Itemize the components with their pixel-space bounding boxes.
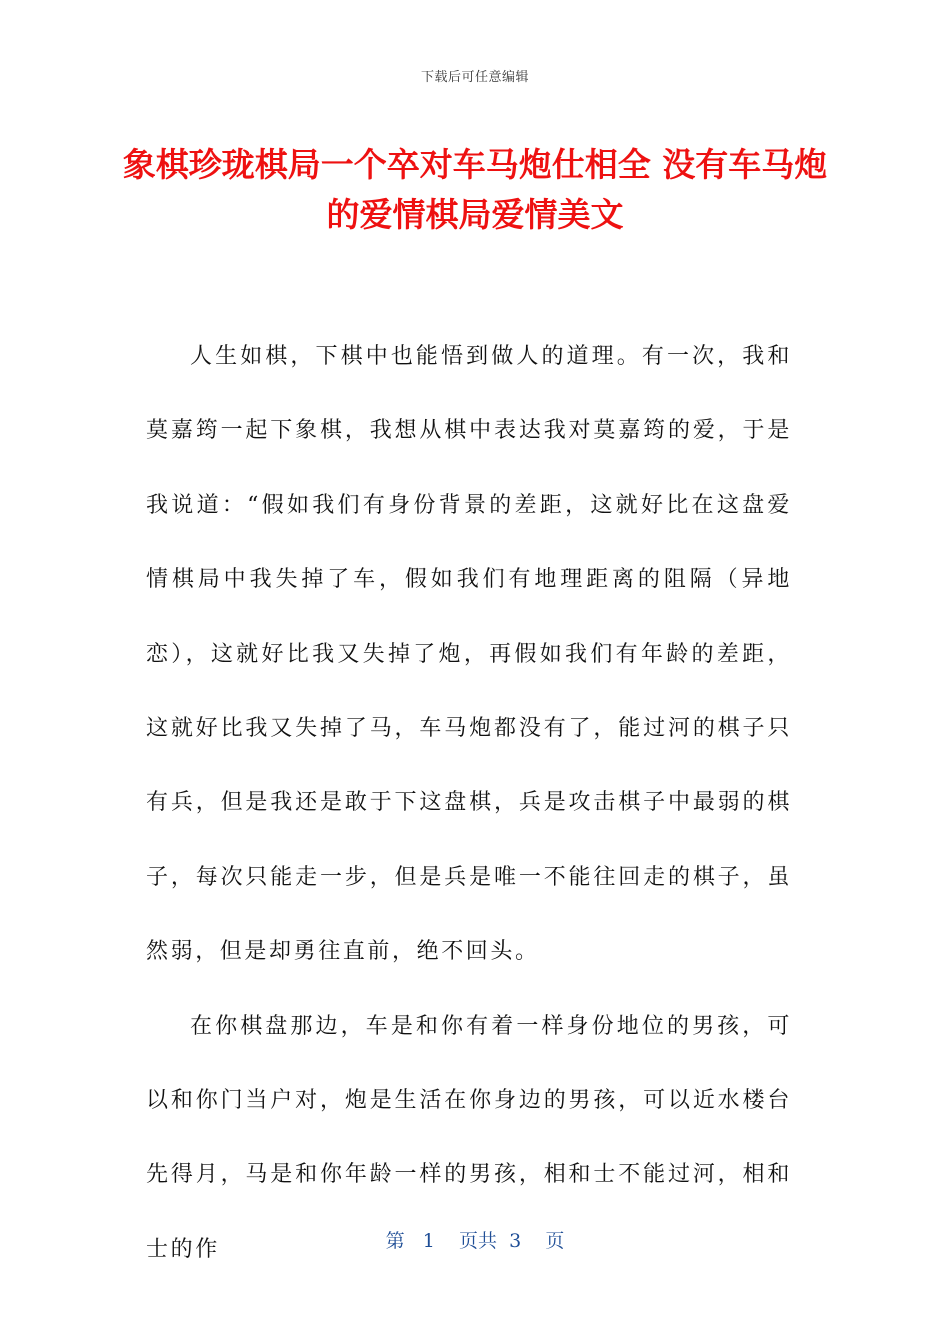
header-note: 下载后可任意编辑 — [420, 70, 529, 85]
page-total: 3 — [509, 1230, 522, 1252]
page-label-prefix: 第 — [385, 1230, 405, 1252]
paragraph-1: 人生如棋，下棋中也能悟到做人的道理。有一次，我和莫嘉筠一起下象棋，我想从棋中表达我对莫嘉筠的爱，于是我说道：“假如我们有身份背景的差距，这就好比在这盘爱情棋局中我失掉了车，假如我们有地理距离的阻隔（异地恋），这就好比我又失掉了炮，再假如我们有年龄的差距，这就好比我又失掉了马，车马炮都没有了，能过河的棋子只有兵，但是我还是敢于下这盘棋，兵是攻击棋子中最弱的棋子，每次只能走一步，但是兵是唯一不能往回走的棋子，虽然弱，但是却勇往直前，绝不回头。 — [146, 344, 792, 965]
document-body — [146, 320, 792, 1287]
page-label-mid: 页共 — [459, 1230, 498, 1252]
page-label-suffix: 页 — [545, 1230, 565, 1252]
page-footer — [0, 1226, 950, 1253]
paragraph-2: 在你棋盘那边，车是和你有着一样身份地位的男孩，可以和你门当户对，炮是生活在你身边的男孩，可以近水楼台先得月，马是和你年龄一样的男孩，相和士不能过河，相和士的作 — [146, 1013, 792, 1262]
page-current: 1 — [422, 1230, 435, 1252]
document-title: 象棋珍珑棋局一个卒对车马炮仕相全 没有车马炮的爱情棋局爱情美文 — [122, 145, 828, 234]
